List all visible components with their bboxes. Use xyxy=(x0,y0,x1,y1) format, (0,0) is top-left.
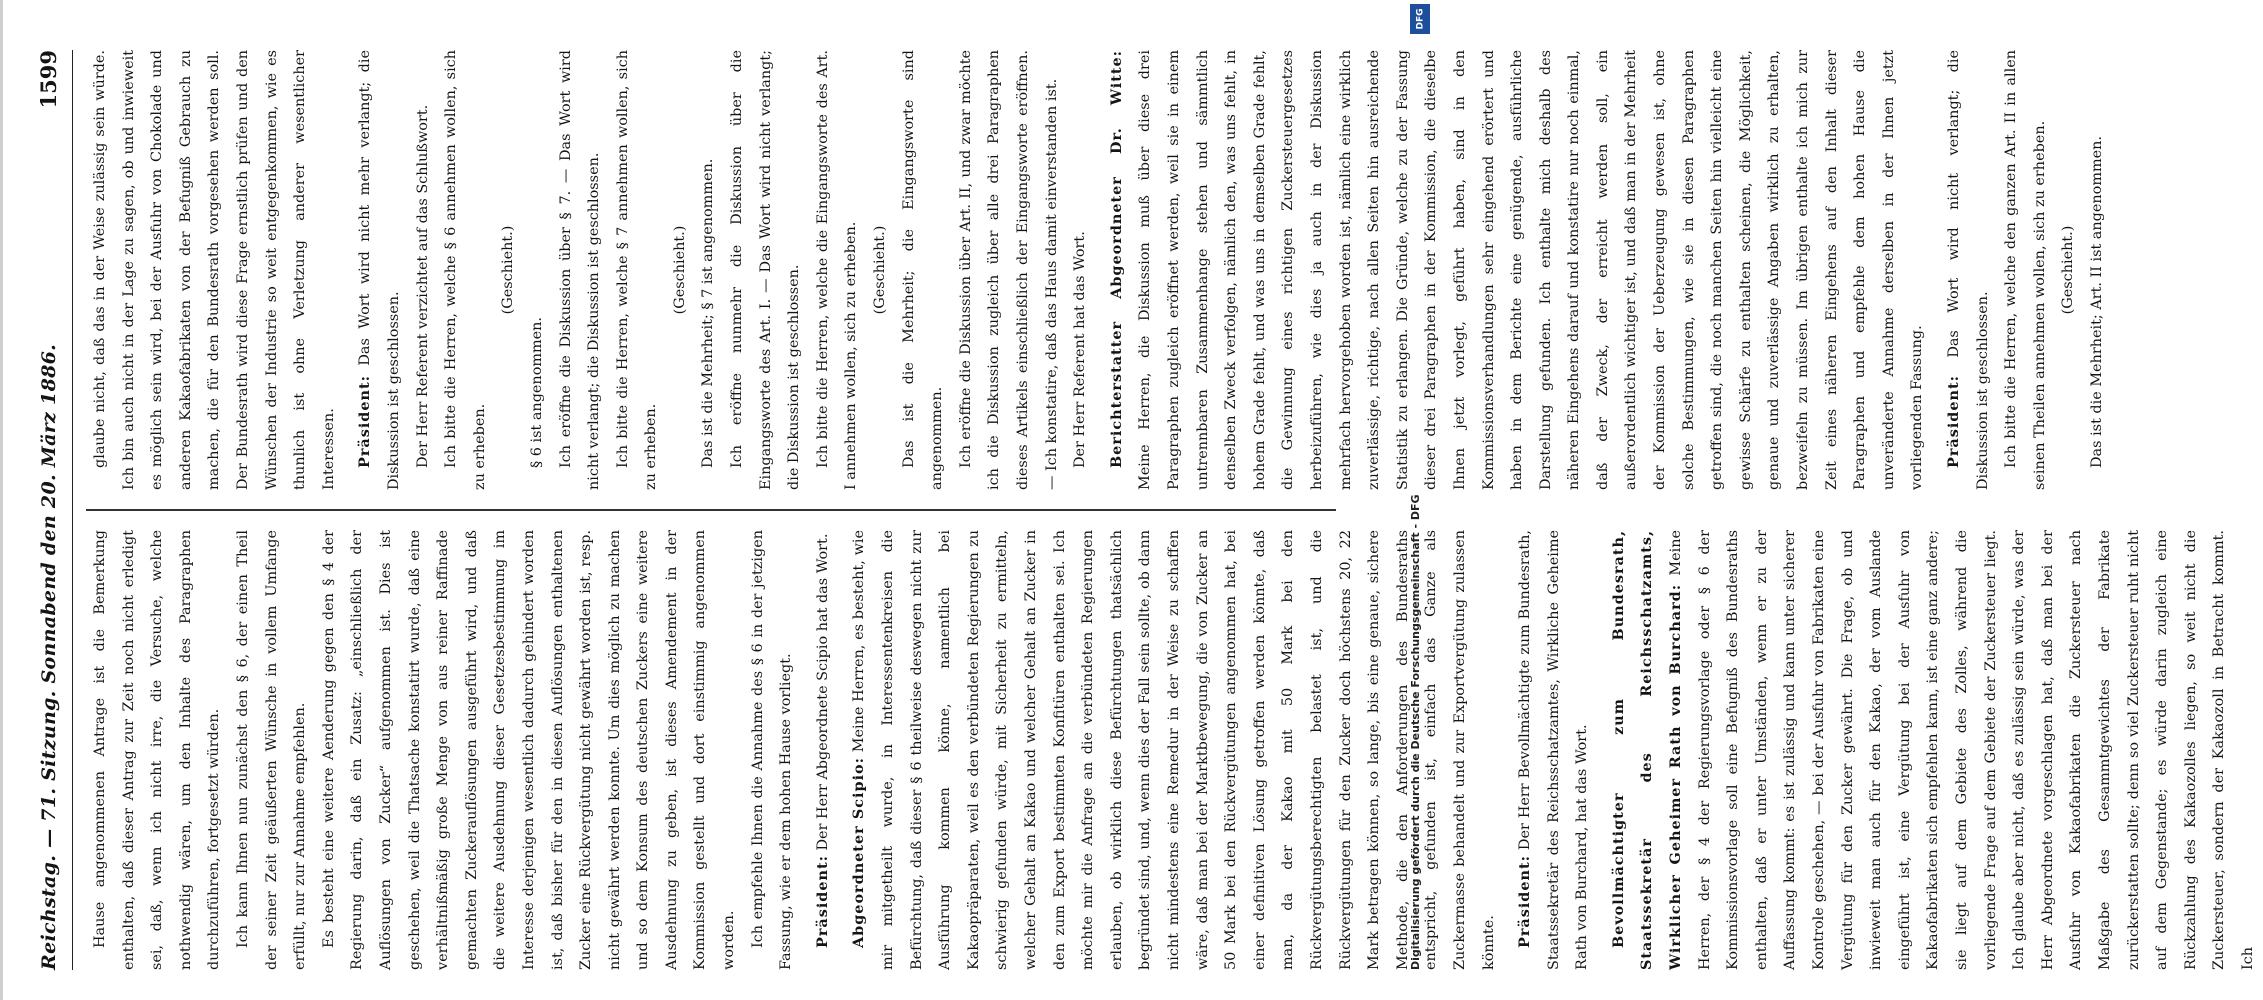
paragraph xyxy=(1066,50,1095,490)
paragraph-text: Ich empfehle Ihnen die Annahme des § 6 in der jetzigen Fassung, wie er dem hohen Hause vorliegt. xyxy=(749,530,795,970)
paragraph xyxy=(666,50,695,490)
paragraph xyxy=(2083,50,2112,490)
dfg-logo xyxy=(1410,4,1430,34)
paragraph xyxy=(86,50,343,490)
paragraph xyxy=(351,50,408,490)
paragraph-text: Es besteht eine weitere Aenderung gegen den § 4 der Regierung darin, daß ein Zusatz: „einschließlich der Auflösungen von Zucker“ aufgenommen ist. Dies ist geschehen, weil die Thatsache konstatirt wurde, daß eine verhältnißmäßig große Menge von aus reiner Raffinade gemachten Zuckerauflösungen ausgeführt wird, und daß die weitere Ausdehnung dieser Gesetzesbestimmung im Interesse derjenigen wesentlich dadurch gehindert worden ist, daß bisher für den in diesen Auflösungen enthaltenen Zucker eine Rückvergütung nicht gewährt worden ist, resp. nicht gewährt werden konnte. Um dies möglich zu machen und so dem Konsum des deutschen Zuckers eine weitere Ausdehnung zu geben, ist dieses Amendement in der Kommission gestellt und dort einstimmig angenommen worden. xyxy=(320,530,738,970)
paragraph xyxy=(1997,50,2054,490)
paragraph-text: Meine Herren, der § 4 der Regierungsvorlage oder § 6 der Kommissionsvorlage soll eine Befugniß des Bundesraths enthalten, daß er unter Umständen, wenn er zu der Auffassung kommt: es ist zulässig und kann unter sicherer Kontrole geschehen, — bei der Ausfuhr von Fabrikaten eine Vergütung für den Zucker gewährt. Die Frage, ob und inwieweit man auch für den Kakao, der vom Auslande eingeführt ist, eine Vergütung bei der Ausfuhr von Kakaofabrikaten sich empfehlen kann, ist eine ganz andere; sie liegt auf dem Gebiete des Zolles, während die vorliegende Frage auf dem Gebiete der Zuckersteuer liegt. Ich glaube aber nicht, daß es zulässig sein würde, was der Herr Abgeordnete vorgeschlagen hat, daß man bei der Ausfuhr von Kakaofabrikaten die Zuckersteuer nach Maßgabe des Gesammtgewichtes der Fabrikate zurückerstatten sollte; denn so viel Zuckersteuer ruht nicht auf dem Gegenstande; es würde darin zugleich eine Rückzahlung des Kakaozolles liegen, so weit nicht die Zuckersteuer, sondern der Kakaozoll in Betracht kommt. Ich xyxy=(1668,530,2256,970)
column-divider xyxy=(86,510,1336,512)
paragraph-text: Ich eröffne die Diskussion über Art. II, und zwar möchte ich die Diskussion zugleich über alle drei Paragraphen dieses Artikels einschließlich der Eingangsworte eröffnen. — Ich konstatire, daß das Haus damit einverstanden ist. xyxy=(957,50,1060,490)
paragraph xyxy=(952,50,1066,490)
paragraph xyxy=(2054,50,2083,490)
paragraph xyxy=(809,50,866,490)
paragraph xyxy=(315,530,744,970)
paragraph-text: Meine Herren, es besteht, wie mir mitgetheilt wurde, in Interessentenkreisen die Befürchtung, daß dieser § 6 theilweise deswegen nicht zur Ausführung kommen könne, namentlich bei Kakaopräparaten, weil es den verbündeten Regierungen zu schwierig gefunden würde, mit Sicherheit zu ermitteln, welcher Gehalt an Kakao und welcher Gehalt an Zucker in den zum Export bestimmten Konfitüren enthalten sei. Ich möchte mir die Anfrage an die verbündeten Regierungen erlauben, ob wirklich diese Befürchtungen thatsächlich begründet sind, und, wenn dies der Fall sein sollte, ob dann nicht mindestens eine Remedur in der Weise zu schaffen wäre, daß man bei der Marktbewegung, die von Zucker an 50 Mark bei den Rückvergütungen angenommen hat, bei einer definitiven Lösung getroffen werden könnte, daß man, da der Kakao mit 50 Mark bei den Rückvergütungsberechtigten belastet ist, und die Rückvergütungen für den Zucker doch höchstens 20, 22 Mark betragen können, so lange, bis eine genaue, sichere Methode, die den Anforderungen des Bundesraths entspricht, gefunden ist, einfach das Ganze als Zuckermasse behandelt und zur Exportvergütung zulassen könnte. xyxy=(851,529,1497,970)
paragraph-text: Ich bitte die Herren, welche § 6 annehmen wollen, sich zu erheben. xyxy=(443,50,488,490)
paragraph-text: Ich bitte die Herren, welche die Eingangsworte des Art. I annehmen wollen, sich zu erheben. xyxy=(814,50,860,490)
paragraph xyxy=(552,50,609,490)
paragraph-text: Ich eröffne nunmehr die Diskussion über die Eingangsworte des Art. I. — Das Wort wird nicht verlangt; die Diskussion ist geschlossen. xyxy=(729,50,803,490)
paragraph xyxy=(409,50,438,490)
paragraph-text: (Geschieht.) xyxy=(872,225,889,315)
speaker-name: Bevollmächtigter zum Bundesrath, Staatssekretär des Reichsschatzamts, Wirklicher Geheimer Rath von Burchard: xyxy=(1609,530,1685,970)
paragraph-text: Das Wort wird nicht mehr verlangt; die Diskussion ist geschlossen. xyxy=(357,50,402,490)
paragraph xyxy=(744,530,801,970)
page-header xyxy=(36,50,73,970)
dfg-logo-text: DFG xyxy=(1415,8,1426,30)
paragraph xyxy=(694,50,723,490)
text-column-right xyxy=(86,50,2105,490)
page-number: 1599 xyxy=(36,50,61,109)
paragraph xyxy=(1511,530,1597,970)
paragraph-text: Das Wort wird nicht verlangt; die Diskussion ist geschlossen. xyxy=(1946,50,1991,490)
paragraph-text: Ich kann Ihnen nun zunächst den § 6, der einen Theil der seiner Zeit geäußerten Wünsche in vollem Umfange erfüllt, nur zur Annahme empfehlen. xyxy=(234,530,309,970)
paragraph xyxy=(866,50,895,490)
paragraph-text: § 6 ist angenommen. xyxy=(528,316,545,468)
speaker-name: Präsident: xyxy=(356,375,374,468)
paragraph-text: Ich bitte die Herren, welche den ganzen Art. II in allen seinen Theilen annehmen wollen, sich zu erheben. xyxy=(2003,50,2048,490)
paragraph-text: Der Herr Abgeordnete Scipio hat das Wort. xyxy=(814,533,831,856)
paragraph xyxy=(1940,50,1997,490)
paragraph-text: Das ist die Mehrheit; § 7 ist angenommen. xyxy=(700,158,717,468)
speaker-name: Präsident: xyxy=(1516,855,1534,948)
paragraph-text: Ich bitte die Herren, welche § 7 annehmen wollen, sich zu erheben. xyxy=(614,50,660,490)
paragraph-text: (Geschieht.) xyxy=(500,225,517,315)
paragraph xyxy=(895,50,952,490)
paragraph xyxy=(437,50,494,490)
speaker-name: Präsident: xyxy=(813,855,831,948)
paragraph-text: Meine Herren, die Diskussion muß über diese drei Paragraphen zugleich eröffnet werden, weil sie in einem untrennbaren Zusammenhange stehen und sämmtlich denselben Zweck verfolgen, nämlich den, was uns fehlt, in hohem Grade fehlt, und was uns in demselben Grade fehlt, die Gewinnung eines richtigen Zuckersteuergesetzes herbeizuführen, wie dies ja auch in der Diskussion mehrfach hervorgehoben worden ist, nämlich eine wirklich zuverlässige, richtige, nach allen Seiten hin ausreichende Statistik zu erlangen. Die Gründe, welche zu der Fassung dieser drei Paragraphen in der Kommission, die dieselbe Ihnen jetzt vorlegt, geführt haben, sind in den Kommissionsverhandlungen sehr eingehend erörtert und haben in dem Berichte eine genügende, ausführliche Darstellung gefunden. Ich enthalte mich deshalb des näheren Eingehens darauf und konstatire nur noch einmal, daß der Zweck, der erreicht werden soll, ein außerordentlich wichtiger ist, und daß man in der Mehrheit der Kommission der Ueberzeugung gewesen ist, ohne solche Bestimmungen, wie sie in diesen Paragraphen getroffen sind, die noch manchen Seiten hin vielleicht eine gewisse Schärfe zu enthalten scheinen, die Möglichkeit, genaue und zuverlässige Angaben wirklich zu erhalten, bezweifeln zu müssen. Im übrigen enthalte ich mich zur Zeit eines näheren Eingehens auf den Inhalt dieser Paragraphen und empfehle dem hohen Hause die unveränderte Annahme derselben in der Ihnen jetzt vorliegenden Fassung. xyxy=(1137,50,1926,490)
speaker-name: Präsident: xyxy=(1945,375,1962,468)
paragraph-text: Hause angenommenen Antrage ist die Bemerkung enthalten, daß dieser Antrag zur Zeit noch nicht erledigt sei, daß, wenn ich nicht irre, die Versuche, welche nothwendig wären, um den Inhalte des Paragraphen durchzuführen, fortgesetzt würden. xyxy=(92,530,223,970)
paragraph xyxy=(723,50,809,490)
speaker-name: Abgeordneter Scipio: xyxy=(850,757,868,948)
paragraph-text: Das ist die Mehrheit; die Eingangsworte sind angenommen. xyxy=(900,50,946,490)
paragraph-text: Der Herr Referent hat das Wort. xyxy=(1072,231,1089,468)
paragraph-text: Ich eröffne die Diskussion über § 7. — Das Wort wird nicht verlangt; die Diskussion ist geschlossen. xyxy=(557,50,603,490)
speaker-name: Berichterstatter Abgeordneter Dr. Witte: xyxy=(1107,50,1125,468)
paragraph xyxy=(1103,50,1932,490)
paragraph xyxy=(494,50,523,490)
paragraph xyxy=(523,50,552,490)
paragraph-text: (Geschieht.) xyxy=(671,225,688,315)
paragraph xyxy=(229,530,315,970)
paragraph xyxy=(1605,530,2263,970)
running-head: Reichstag. — 71. Sitzung. Sonnabend den 20. März 1886. xyxy=(38,343,60,970)
scan-edge xyxy=(0,0,3,1000)
dfg-credit: Digitalisierung gefördert durch die Deutsche Forschungsgemeinschaft - DFG xyxy=(1409,494,1422,970)
paragraph xyxy=(609,50,666,490)
paragraph xyxy=(809,530,838,970)
paragraph-text: Der Herr Bevollmächtigte zum Bundesrath, Staatssekretär des Reichsschatzamtes, Wirkliche Geheime Rath von Burchard, hat das Wort. xyxy=(1517,530,1591,970)
paragraph-text: Das ist die Mehrheit; Art. II ist angenommen. xyxy=(2088,136,2105,468)
paragraph-text: glaube nicht, daß das in der Weise zulässig sein würde. Ich bin auch nicht in der Lage zu sagen, ob und inwieweit es möglich sein wird, bei der Ausfuhr von Chokolade und anderen Kakaofabrikaten von der Befugniß Gebrauch zu machen, die für den Bundesrath vorgesehen werden soll. Der Bundesrath wird diese Frage ernstlich prüfen und den Wünschen der Industrie so weit entgegenkommen, wie es thunlich ist ohne Verletzung anderer wesentlicher Interessen. xyxy=(92,50,337,490)
paragraph-text: Der Herr Referent verzichtet auf das Schlußwort. xyxy=(414,104,431,468)
paragraph-text: (Geschieht.) xyxy=(2060,225,2077,315)
paragraph xyxy=(86,530,229,970)
